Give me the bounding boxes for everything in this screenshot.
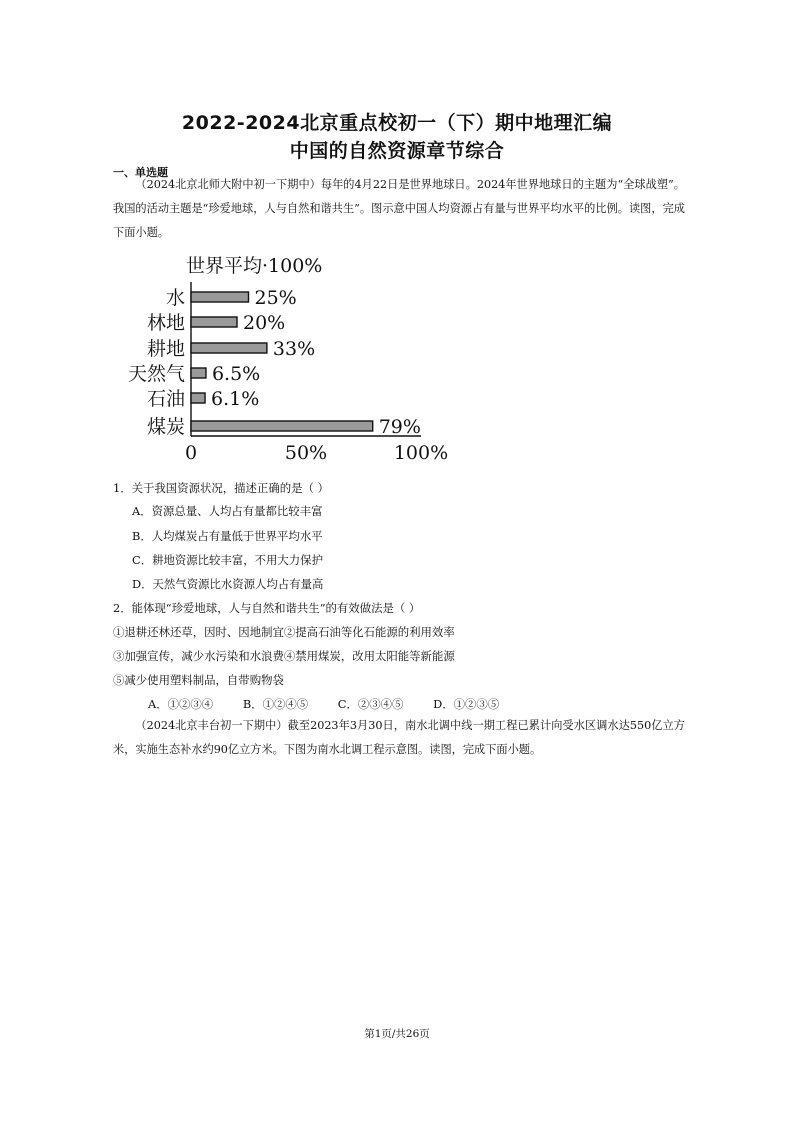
bar: [191, 368, 206, 378]
value-label: 6.1%: [211, 388, 260, 410]
value-label: 33%: [272, 338, 316, 360]
question-2-option-b: B．①②④⑤: [242, 697, 309, 711]
value-label: 79%: [378, 416, 421, 438]
bar: [191, 421, 373, 431]
question-2-option-a: A．①②③④: [148, 697, 214, 711]
question-intro-paragraph: （2024北京丰台初一下期中）截至2023年3月30日，南水北调中线一期工程已累计向受水区调水达550亿立方米，实施生态补水约90亿立方米。下图为南水北调工程示意图。读图，完成下面小题。: [113, 719, 685, 756]
question-intro-paragraph: （2024北京北师大附中初一下期中）每年的4月22日是世界地球日。2024年世界地球日的主题为“全球战塑”。我国的活动主题是“珍爱地球，人与自然和谐共生”。图示意中国人均资源占有量与世界平均水平的比例。读图，完成下面小题。: [113, 178, 685, 239]
section-heading: 一、单选题: [113, 166, 168, 179]
question-2-statement-line: ①退耕还林还草，因时、因地制宜②提高石油等化石能源的利用效率: [113, 625, 455, 639]
x-tick-label: 0: [184, 442, 198, 464]
bar: [191, 393, 205, 403]
document-title: 2022-2024北京重点校初一（下）期中地理汇编: [181, 112, 613, 134]
category-label: 林地: [146, 312, 185, 334]
question-1-stem: 1．关于我国资源状况，描述正确的是（ ）: [113, 481, 329, 495]
category-label: 石油: [146, 388, 185, 410]
question-1-option-b: B．人均煤炭占有量低于世界平均水平: [132, 529, 323, 543]
resource-bar-chart: [108, 248, 448, 470]
category-label: 水: [165, 287, 185, 309]
bar: [191, 317, 237, 327]
x-tick-label: 100%: [393, 442, 448, 464]
question-2-statement-line: ③加强宣传，减少水污染和水浪费④禁用煤炭，改用太阳能等新能源: [113, 649, 455, 663]
page-footer: 第1页/共26页: [364, 1028, 430, 1040]
value-label: 25%: [254, 287, 297, 309]
question-1-option-a: A．资源总量、人均占有量都比较丰富: [132, 504, 323, 518]
category-label: 耕地: [146, 338, 185, 360]
category-label: 天然气: [127, 363, 185, 385]
category-label: 煤炭: [146, 416, 185, 438]
question-2-option-d: D．①②③⑤: [433, 697, 500, 711]
question-2-options: [148, 696, 525, 712]
value-label: 6.5%: [211, 363, 261, 385]
question-1-option-d: D．天然气资源比水资源人均占有量高: [132, 577, 324, 591]
value-label: 20%: [243, 312, 286, 334]
bar: [191, 292, 249, 302]
question-2-statement-line: ⑤减少使用塑料制品，自带购物袋: [113, 673, 284, 687]
chart-title: 世界平均·100%: [186, 255, 323, 277]
question-2-option-c: C．②③④⑤: [337, 697, 404, 711]
question-2-stem: 2．能体现“珍爱地球，人与自然和谐共生”的有效做法是（ ）: [113, 601, 421, 615]
x-tick-label: 50%: [284, 442, 328, 464]
question-1-option-c: C．耕地资源比较丰富，不用大力保护: [132, 553, 323, 567]
bar: [191, 343, 267, 353]
document-subtitle: 中国的自然资源章节综合: [289, 140, 505, 162]
